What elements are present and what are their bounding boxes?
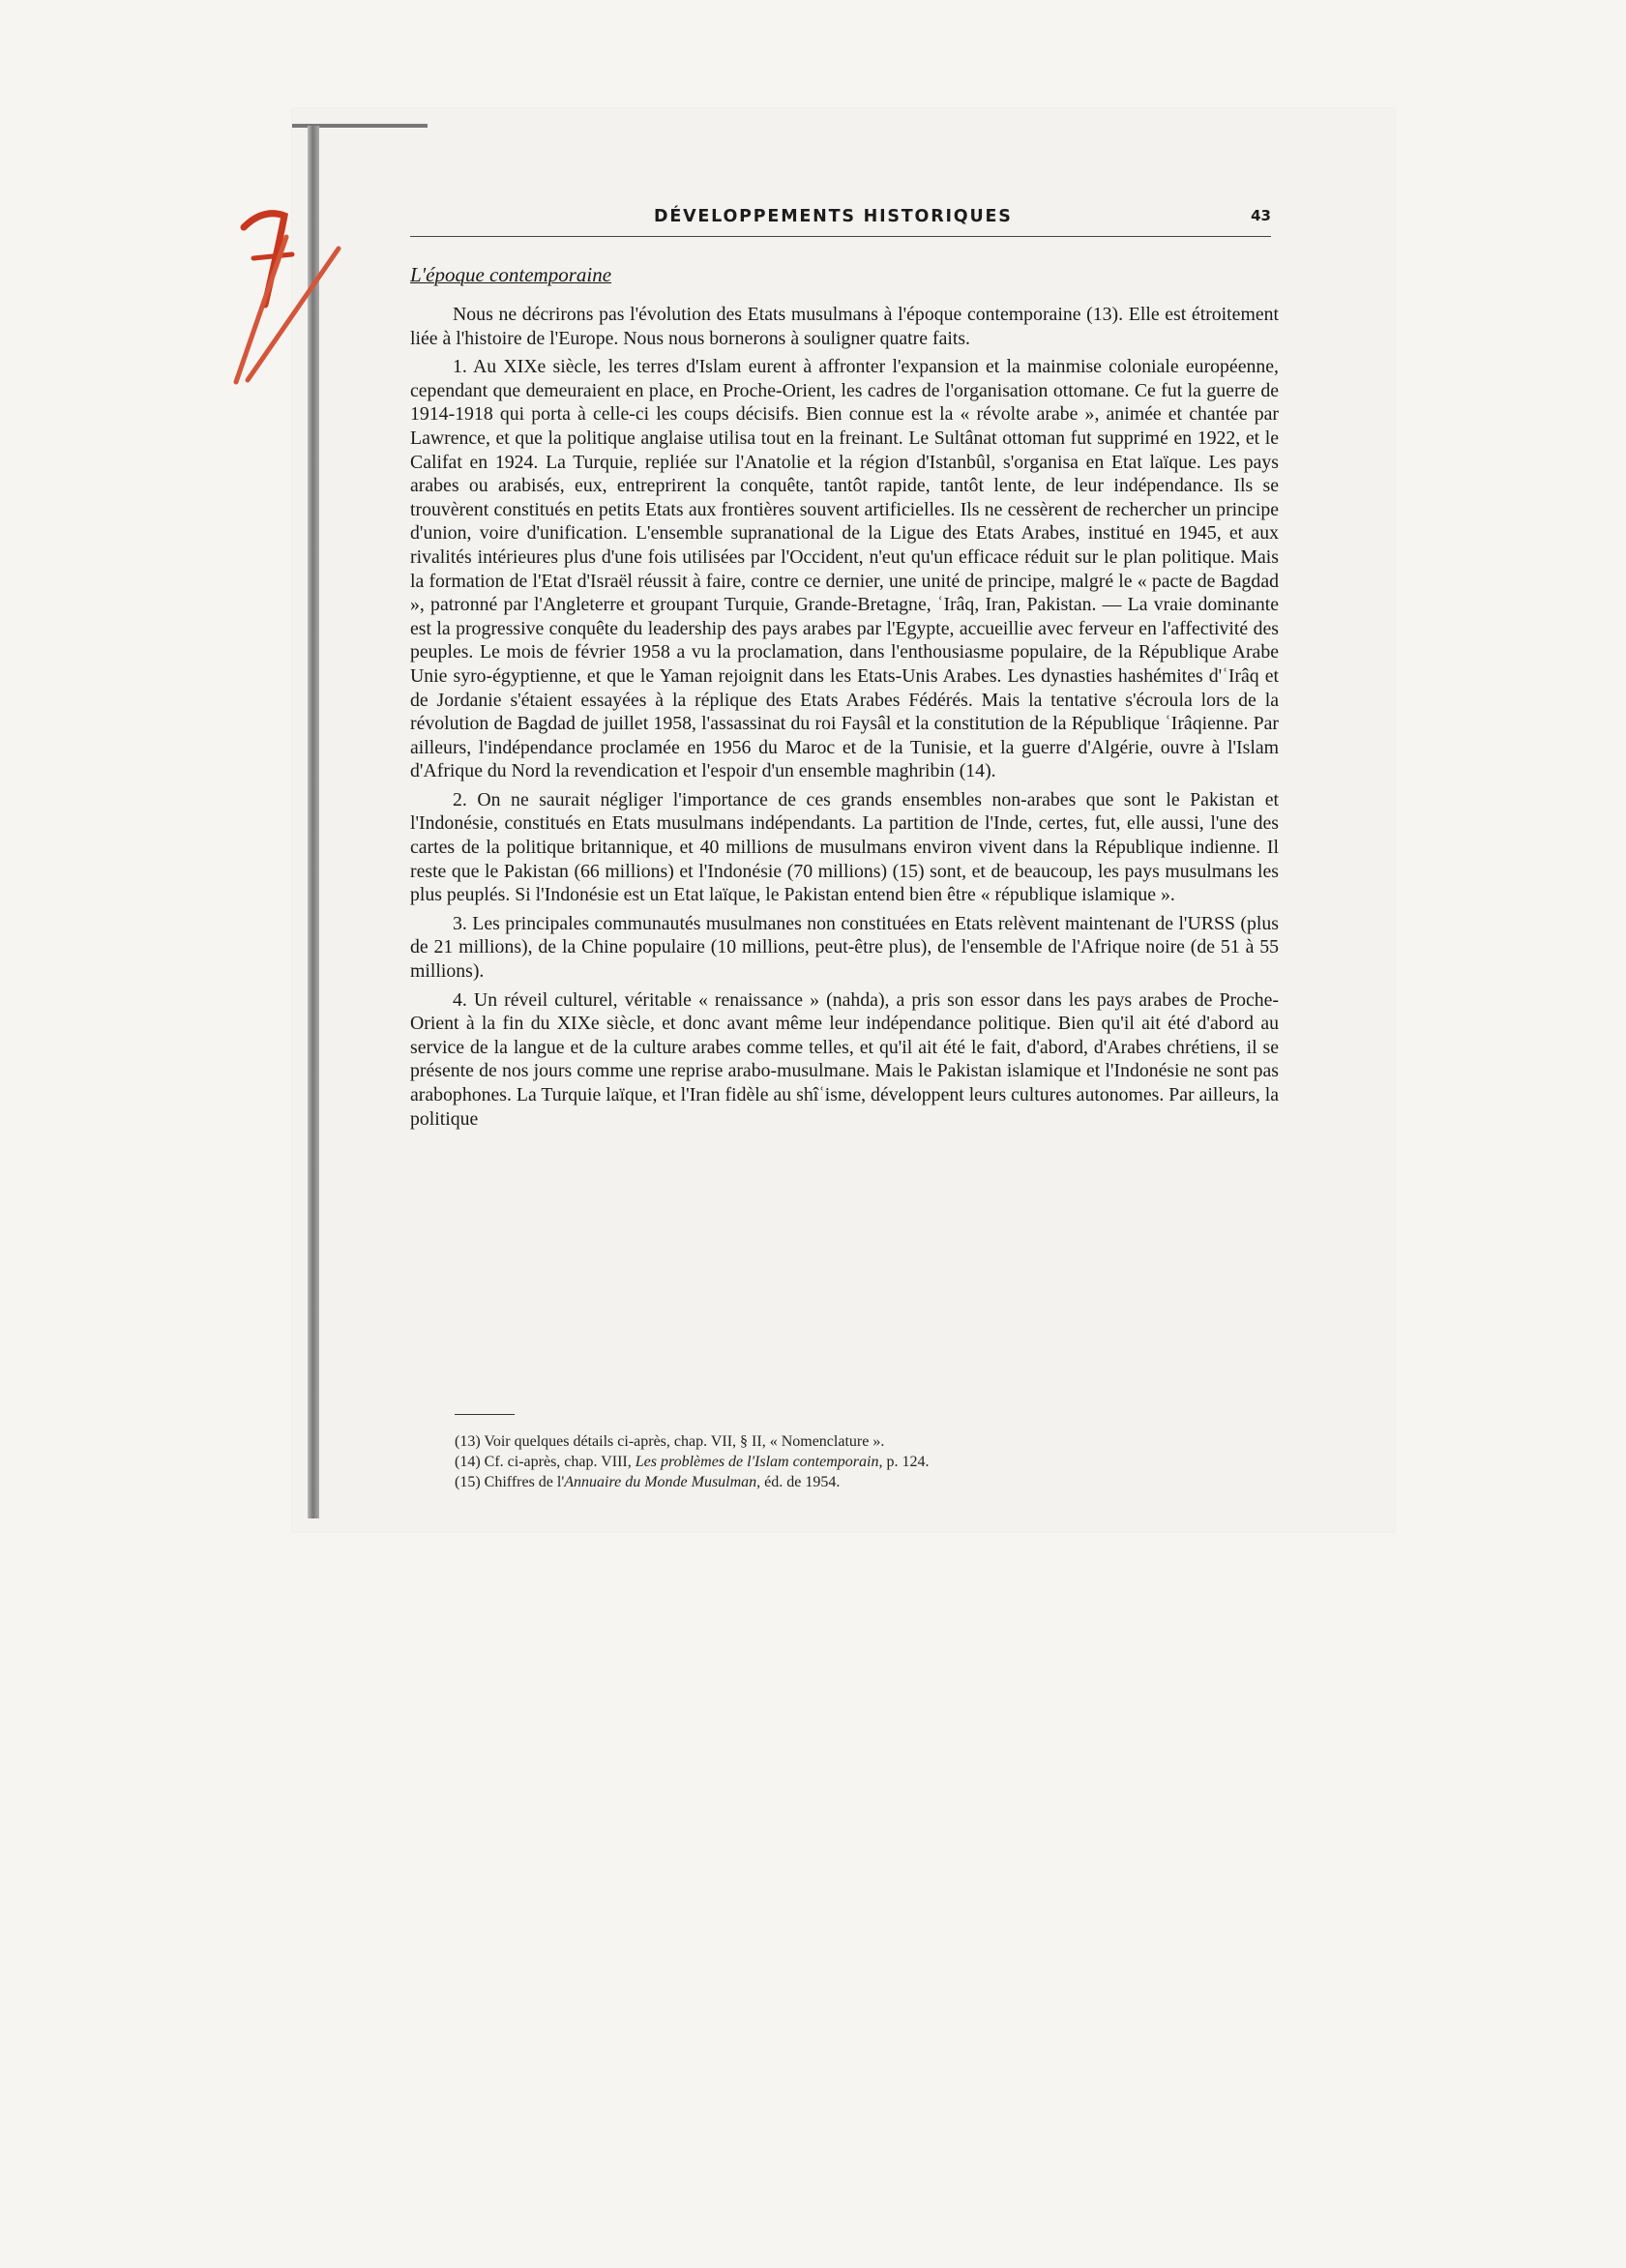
body-text [410,303,1279,1135]
paragraph-1: 1. Au XIXe siècle, les terres d'Islam eurent à affronter l'expansion et la mainmise coloniale européenne, cependant que demeuraient en place, en Proche-Orient, les cadres de l'organisation ottomane. Ce fut la guerre de 1914-1918 qui porta à celle-ci les coups décisifs. Bien connue est la « révolte arabe », animée et chantée par Lawrence, et que la politique anglaise utilisa tout en la freinant. Le Sultânat ottoman fut supprimé en 1922, et le Califat en 1924. La Turquie, repliée sur l'Anatolie et la région d'Istanbûl, s'organisa en Etat laïque. Les pays arabes ou arabisés, eux, entreprirent la conquête, tantôt rapide, tantôt lente, de leur indépendance. Ils se trouvèrent constitués en petits Etats aux frontières souvent artificielles. Ils ne cessèrent de rechercher un principe d'union, voire d'unification. L'ensemble supranational de la Ligue des Etats Arabes, institué en 1945, et aux rivalités intérieures plus d'une fois utilisées par l'Occident, n'eut qu'un efficace réduit sur le plan politique. Mais la formation de l'Etat d'Israël réussit à faire, contre ce dernier, une unité de principe, malgré le « pacte de Bagdad », patronné par l'Angleterre et groupant Turquie, Grande-Bretagne, ʿIrâq, Iran, Pakistan. — La vraie dominante est la progressive conquête du leadership des pays arabes par l'Egypte, accueillie avec ferveur en l'affectivité des peuples. Le mois de février 1958 a vu la proclamation, dans l'enthousiasme populaire, de la République Arabe Unie syro-égyptienne, et que le Yaman rejoignit dans les Etats-Unis Arabes. Les dynasties hashémites d'ʿIrâq et de Jordanie s'étaient essayées à la réplique des Etats Arabes Fédérés. Mais la tentative s'écroula lors de la révolution de Bagdad de juillet 1958, l'assassinat du roi Faysâl et la constitution de la République ʿIrâqienne. Par ailleurs, l'indépendance proclamée en 1956 du Maroc et de la Tunisie, et la guerre d'Algérie, ouvre à l'Islam d'Afrique du Nord la revendication et l'espoir d'un ensemble maghribin (14). [410,356,1279,782]
paragraph-2: 2. On ne saurait négliger l'importance de ces grands ensembles non-arabes que sont le Pakistan et l'Indonésie, constitués en Etats musulmans indépendants. La partition de l'Inde, certes, fut, elle aussi, l'une des cartes de la politique britannique, et 40 millions de musulmans environ vivent dans la République indienne. Il reste que le Pakistan (66 millions) et l'Indonésie (70 millions) (15) sont, et de beaucoup, les pays musulmans les plus peuplés. Si l'Indonésie est un Etat laïque, le Pakistan entend bien être « république islamique ». [410,788,1279,906]
running-head-title: DÉVELOPPEMENTS HISTORIQUES [654,207,1013,226]
section-heading: L'époque contemporaine [410,263,612,286]
handwritten-seven-mark [224,198,370,392]
handwritten-annotation [224,198,370,392]
footnote-14: (14) Cf. ci-après, chap. VIII, Les problèmes de l'Islam contemporain, p. 124. [455,1454,930,1470]
footnote-rule [455,1414,515,1415]
footnote-15: (15) Chiffres de l'Annuaire du Monde Musulman, éd. de 1954. [455,1474,841,1490]
footnote-13: (13) Voir quelques détails ci-après, chap. VII, § II, « Nomenclature ». [455,1433,885,1450]
running-head [410,205,1271,237]
footnotes [455,1431,1267,1492]
paragraph-3: 3. Les principales communautés musulmanes non constituées en Etats relèvent maintenant de l'URSS (plus de 21 millions), de la Chine populaire (10 millions, peut-être plus), de l'ensemble de l'Afrique noire (de 51 à 55 millions). [410,912,1279,983]
page-number: 43 [1251,207,1271,224]
paragraph-intro: Nous ne décrirons pas l'évolution des Etats musulmans à l'époque contemporaine (13). Elle est étroitement liée à l'histoire de l'Europe. Nous nous bornerons à souligner quatre faits. [410,304,1279,349]
paragraph-4: 4. Un réveil culturel, véritable « renaissance » (nahda), a pris son essor dans les pays arabes de Proche-Orient à la fin du XIXe siècle, et donc avant même leur indépendance politique. Bien qu'il ait été d'abord au service de la langue et de la culture arabes comme telles, et qu'il ait été le fait, d'abord, d'Arabes chrétiens, il se présente de nos jours comme une reprise arabo-musulmane. Mais le Pakistan islamique et l'Indonésie ne sont pas arabophones. La Turquie laïque, et l'Iran fidèle au shîʿisme, développent leurs cultures autonomes. Par ailleurs, la politique [410,988,1279,1130]
